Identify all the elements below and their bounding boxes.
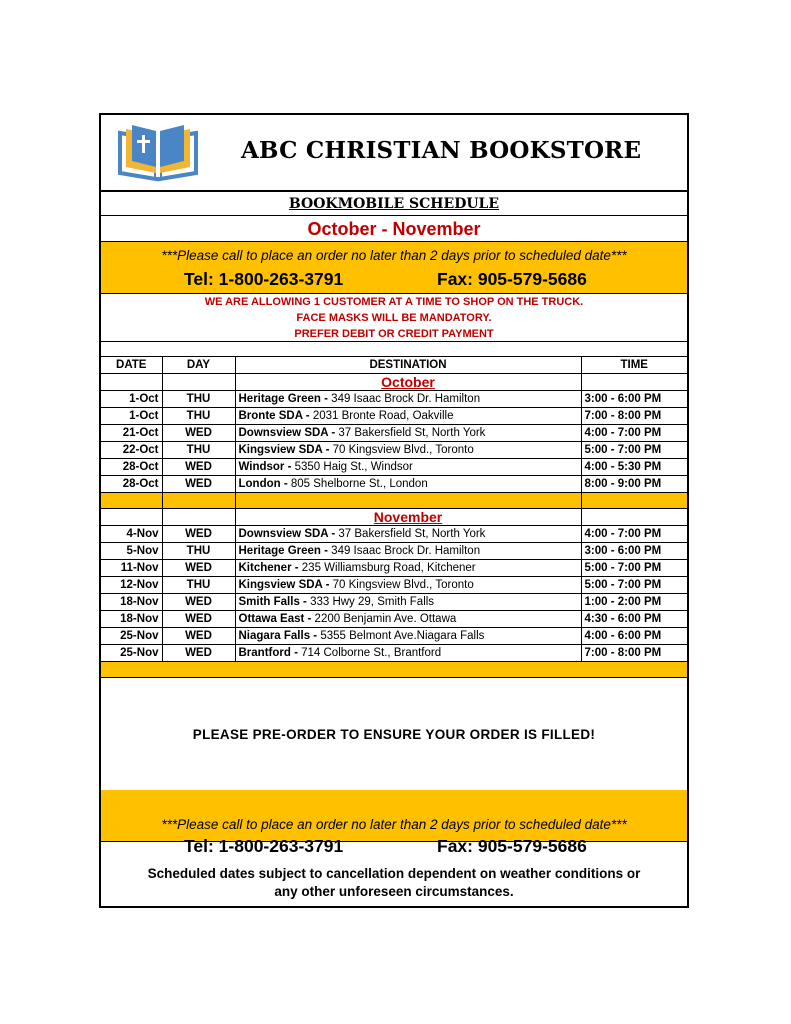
disclaimer [101, 842, 687, 906]
tel-number-bottom: Tel: 1-800-263-3791 [184, 836, 344, 856]
notice-face-masks: FACE MASKS WILL BE MANDATORY. [296, 312, 492, 324]
notice-payment: PREFER DEBIT OR CREDIT PAYMENT [101, 326, 687, 342]
month-row-november [101, 509, 687, 526]
header [101, 115, 687, 192]
tel-number: Tel: 1-800-263-3791 [184, 269, 344, 289]
month-label-october: October [235, 374, 581, 391]
months-title: October - November [101, 216, 687, 242]
schedule-title: BOOKMOBILE SCHEDULE [101, 192, 687, 216]
table-row: 1-Oct THU Bronte SDA - 2031 Bronte Road, Oakville 7:00 - 8:00 PM [101, 408, 687, 425]
month-label-november: November [235, 509, 581, 526]
table-row: 25-Nov WED Brantford - 714 Colborne St., Brantford 7:00 - 8:00 PM [101, 645, 687, 662]
month-row-october [101, 374, 687, 391]
table-row: 12-Nov THU Kingsview SDA - 70 Kingsview Blvd., Toronto 5:00 - 7:00 PM [101, 577, 687, 594]
col-header-time: TIME [581, 357, 687, 374]
bible-book-logo-icon [116, 123, 200, 183]
schedule-sheet [99, 113, 689, 908]
call-info-box-bottom [101, 790, 687, 856]
table-row: 28-Oct WED Windsor - 5350 Haig St., Windsor 4:00 - 5:30 PM [101, 459, 687, 476]
call-note-bottom: ***Please call to place an order no later than 2 days prior to scheduled date*** [161, 817, 627, 832]
col-header-day: DAY [162, 357, 235, 374]
col-header-destination: DESTINATION [235, 357, 581, 374]
table-row: 4-Nov WED Downsview SDA - 37 Bakersfield St, North York 4:00 - 7:00 PM [101, 526, 687, 543]
disclaimer-line-2: any other unforeseen circumstances. [274, 884, 514, 899]
table-header-row [101, 357, 687, 374]
table-row: 18-Nov WED Smith Falls - 333 Hwy 29, Smith Falls 1:00 - 2:00 PM [101, 594, 687, 611]
disclaimer-line-1: Scheduled dates subject to cancellation dependent on weather conditions or [147, 866, 641, 881]
store-name: ABC CHRISTIAN BOOKSTORE [241, 137, 642, 164]
preorder-message: PLEASE PRE-ORDER TO ENSURE YOUR ORDER IS FILLED! [192, 727, 596, 742]
table-row: 22-Oct THU Kingsview SDA - 70 Kingsview Blvd., Toronto 5:00 - 7:00 PM [101, 442, 687, 459]
table-row: 5-Nov THU Heritage Green - 349 Isaac Brock Dr. Hamilton 3:00 - 6:00 PM [101, 543, 687, 560]
fax-number: Fax: 905-579-5686 [437, 269, 587, 289]
schedule-table [101, 357, 687, 678]
table-row: 11-Nov WED Kitchener - 235 Williamsburg Road, Kitchener 5:00 - 7:00 PM [101, 560, 687, 577]
yellow-separator [101, 662, 687, 678]
spacer-row [101, 342, 687, 357]
col-header-date: DATE [101, 357, 162, 374]
table-row: 18-Nov WED Ottawa East - 2200 Benjamin Ave. Ottawa 4:30 - 6:00 PM [101, 611, 687, 628]
notice-one-customer: WE ARE ALLOWING 1 CUSTOMER AT A TIME TO SHOP ON THE TRUCK. [204, 296, 584, 308]
call-note: ***Please call to place an order no later than 2 days prior to scheduled date*** [161, 248, 627, 263]
fax-number-bottom: Fax: 905-579-5686 [437, 836, 587, 856]
call-info-box [101, 242, 687, 294]
table-row: 1-Oct THU Heritage Green - 349 Isaac Brock Dr. Hamilton 3:00 - 6:00 PM [101, 391, 687, 408]
table-row: 21-Oct WED Downsview SDA - 37 Bakersfield St, North York 4:00 - 7:00 PM [101, 425, 687, 442]
yellow-separator [101, 493, 687, 509]
table-row: 25-Nov WED Niagara Falls - 5355 Belmont Ave.Niagara Falls 4:00 - 6:00 PM [101, 628, 687, 645]
table-row: 28-Oct WED London - 805 Shelborne St., London 8:00 - 9:00 PM [101, 476, 687, 493]
